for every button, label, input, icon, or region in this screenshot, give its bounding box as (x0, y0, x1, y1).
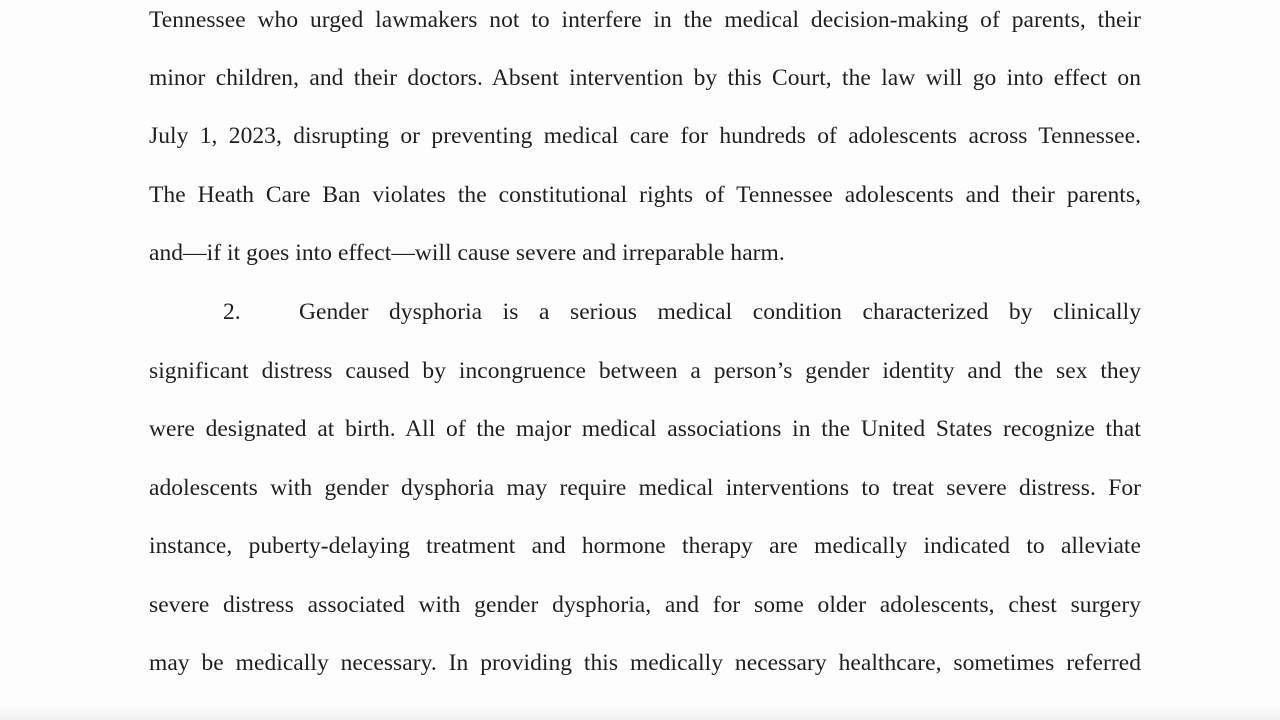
text-line: instance, puberty-delaying treatment and hormone therapy are medically indicated to alleviate (149, 533, 1141, 559)
text-line: minor children, and their doctors. Absent intervention by this Court, the law will go into effect on (149, 65, 1141, 91)
text-line: significant distress caused by incongruence between a person’s gender identity and the sex they (149, 358, 1141, 384)
text-line: Tennessee who urged lawmakers not to interfere in the medical decision-making of parents, their (149, 7, 1141, 33)
page-bottom-shadow (0, 706, 1280, 720)
paragraph-2-first-line (149, 292, 1141, 332)
text-line: The Heath Care Ban violates the constitutional rights of Tennessee adolescents and their parents, (149, 182, 1141, 208)
text-line: may be medically necessary. In providing this medically necessary healthcare, sometimes referred (149, 650, 1141, 676)
paragraph-number: 2. (223, 299, 241, 325)
text-line: were designated at birth. All of the major medical associations in the United States recognize that (149, 416, 1141, 442)
text-line: July 1, 2023, disrupting or preventing medical care for hundreds of adolescents across Tennessee. (149, 123, 1141, 149)
text-line: adolescents with gender dysphoria may require medical interventions to treat severe distress. For (149, 475, 1141, 501)
text-line: Gender dysphoria is a serious medical condition characterized by clinically (299, 299, 1141, 325)
text-line: severe distress associated with gender dysphoria, and for some older adolescents, chest surgery (149, 592, 1141, 618)
text-line: and—if it goes into effect—will cause severe and irreparable harm. (149, 240, 785, 266)
